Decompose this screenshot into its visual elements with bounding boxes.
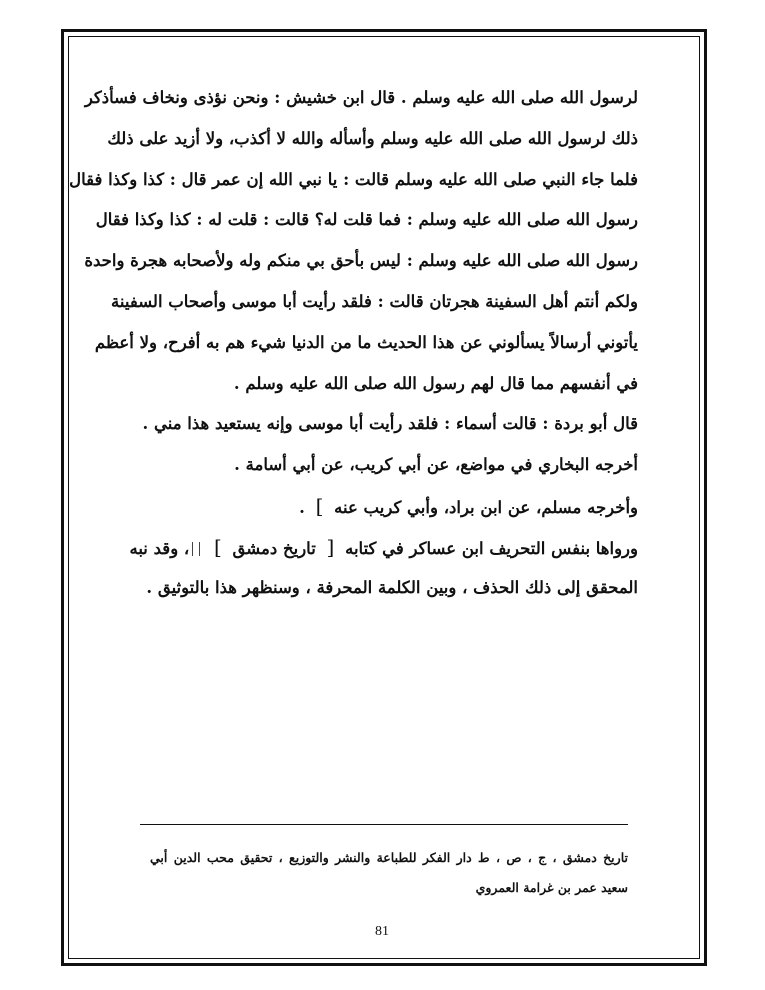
text-segment: . [299,497,305,517]
text-segment: ، وقد نبه [129,538,190,558]
text-segment: وأخرجه مسلم، عن ابن براد، وأبي كريب عنه [334,497,638,517]
page-number: 81 [375,924,389,939]
text-line: فلما جاء النبي صلى الله عليه وسلم قالت : يا نبي الله إن عمر قال : كذا وكذا فقال [69,169,638,189]
text-line: المحقق إلى ذلك الحذف ، وبين الكلمة المحرفة ، وسنظهر هذا بالتوثيق . [146,577,638,597]
footnote-line: سعيد عمر بن غرامة العمروي [475,880,628,895]
footnote-marker-icon [192,542,193,556]
text-line [130,527,638,568]
bracket: ] [315,493,324,518]
text-line [130,486,638,527]
book-title: تاريخ دمشق [232,538,316,558]
footnote-marker-icon [199,542,200,556]
text-line: لرسول الله صلى الله عليه وسلم . قال ابن خشيش : ونحن نؤذى ونخاف فسأذكر [84,88,638,107]
text-line: أخرجه البخاري في مواضع، عن أبي كريب، عن أبي أسامة . [234,455,638,475]
footnote-separator [140,824,628,825]
text-line: رسول الله صلى الله عليه وسلم : فما قلت له؟ قالت : قلت له : كذا وكذا فقال [95,210,638,230]
text-segment: ورواها بنفس التحريف ابن عساكر في كتابه [345,538,638,558]
text-line: رسول الله صلى الله عليه وسلم : ليس بأحق بي منكم وله ولأصحابه هجرة واحدة [84,251,638,271]
footnote-line: تاريخ دمشق ، ج ، ص ، ط دار الفكر للطباعة والنشر والتوزيع ، تحقيق محب الدين أبي [150,850,628,865]
text-line: قال أبو بردة : قالت أسماء : فلقد رأيت أبا موسى وإنه يستعيد هذا مني . [142,414,638,434]
bracket-open: [ [326,534,335,559]
text-line: في أنفسهم مما قال لهم رسول الله صلى الله عليه وسلم . [233,373,638,393]
text-line: ذلك لرسول الله صلى الله عليه وسلم وأسأله والله لا أكذب، ولا أزيد على ذلك [107,128,638,148]
bracket-close: ] [213,534,222,559]
text-line: ولكم أنتم أهل السفينة هجرتان قالت : فلقد رأيت أبا موسى وأصحاب السفينة [111,291,638,311]
text-line: يأتوني أرسالاً يسألوني عن هذا الحديث ما من الدنيا شيء هم به أفرح، ولا أعظم [94,332,638,352]
main-text [69,78,638,608]
